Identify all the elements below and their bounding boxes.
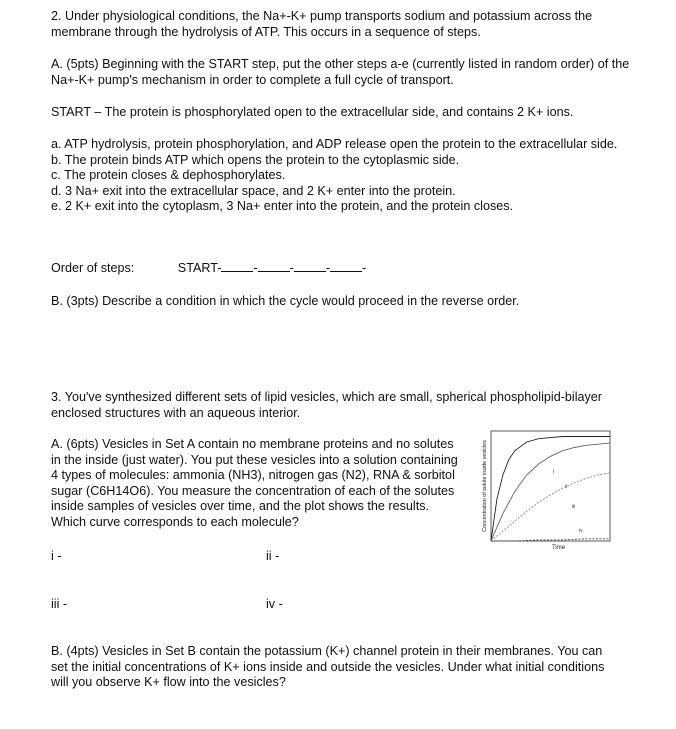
order-label: Order of steps: [51, 261, 135, 275]
option-d: d. 3 Na+ exit into the extracellular space, and 2 K+ enter into the protein. [51, 183, 456, 198]
q2-part-b: B. (3pts) Describe a condition in which the cycle would proceed in the reverse order. [51, 294, 520, 308]
series-ii-line [491, 443, 610, 541]
q3-intro: 3. You've synthesized different sets of lipid vesicles, which are small, spherical phospholipid-bilayer enclosed structures with an aqueous interior. [51, 390, 602, 420]
order-blank-3[interactable] [294, 261, 326, 272]
series-iii-label: iii [571, 504, 576, 510]
y-axis-label: Concentration of solute inside vesicles [482, 440, 488, 532]
series-ii-label: ii [564, 484, 568, 491]
answer-iv: iv - [266, 597, 283, 611]
order-blank-1[interactable] [221, 261, 253, 272]
answer-i: i - [51, 549, 62, 563]
option-e: e. 2 K+ exit into the cytoplasm, 3 Na+ enter into the protein, and the protein closes. [51, 199, 514, 213]
order-blank-2[interactable] [258, 261, 290, 272]
series-i-line [491, 437, 610, 542]
q2-part-a: A. (5pts) Beginning with the START step, put the other steps a-e (currently listed in random order) of the Na+-K+ pump's mechanism in order to complete a full cycle of transport. [51, 57, 630, 87]
chart-frame [491, 431, 610, 541]
q2-intro: 2. Under physiological conditions, the Na+-K+ pump transports sodium and potassium across the membrane through the hydrolysis of ATP. This occurs in a sequence of steps. [51, 9, 593, 39]
order-start: START [177, 261, 218, 275]
option-c: c. The protein closes & dephosphorylates. [51, 168, 286, 182]
option-b: b. The protein binds ATP which opens the protein to the cytoplasmic side. [51, 152, 460, 167]
q3-part-a: A. (6pts) Vesicles in Set A contain no membrane proteins and no solutes in the inside (just water). You put these vesicles into a solution containing 4 types of molecules: ammonia (NH3), nitrogen gas (N2), RNA & sorbitol sugar (C6H14O6). You measure the concentration of each of the solutes inside samples of vesicles over time, and the plot shows the results. Which curve corresponds to each molecule? [51, 437, 458, 529]
x-axis-label: Time [551, 545, 566, 551]
start-step: START – The protein is phosphorylated open to the extracellular side, and contains 2 K+ ions. [51, 105, 574, 119]
order-of-steps: Order of steps: START- - - - - [51, 261, 367, 275]
order-blank-4[interactable] [330, 261, 362, 272]
q3-part-b: B. (4pts) Vesicles in Set B contain the potassium (K+) channel protein in their membranes. You can set the initial concentrations of K+ ions inside and outside the vesicles. Under what initial conditions will you observe K+ flow into the vesicles? [51, 644, 605, 689]
series-i-label: i [552, 468, 555, 475]
series-iv-label: iv [579, 528, 583, 535]
series-iii-line [491, 473, 610, 541]
option-a: a. ATP hydrolysis, protein phosphorylation, and ADP release open the protein to the extracellular side. [51, 137, 618, 151]
answer-ii: ii - [266, 549, 280, 563]
step-options [51, 137, 631, 215]
solute-concentration-chart [478, 428, 612, 556]
answer-iii: iii - [51, 597, 68, 611]
